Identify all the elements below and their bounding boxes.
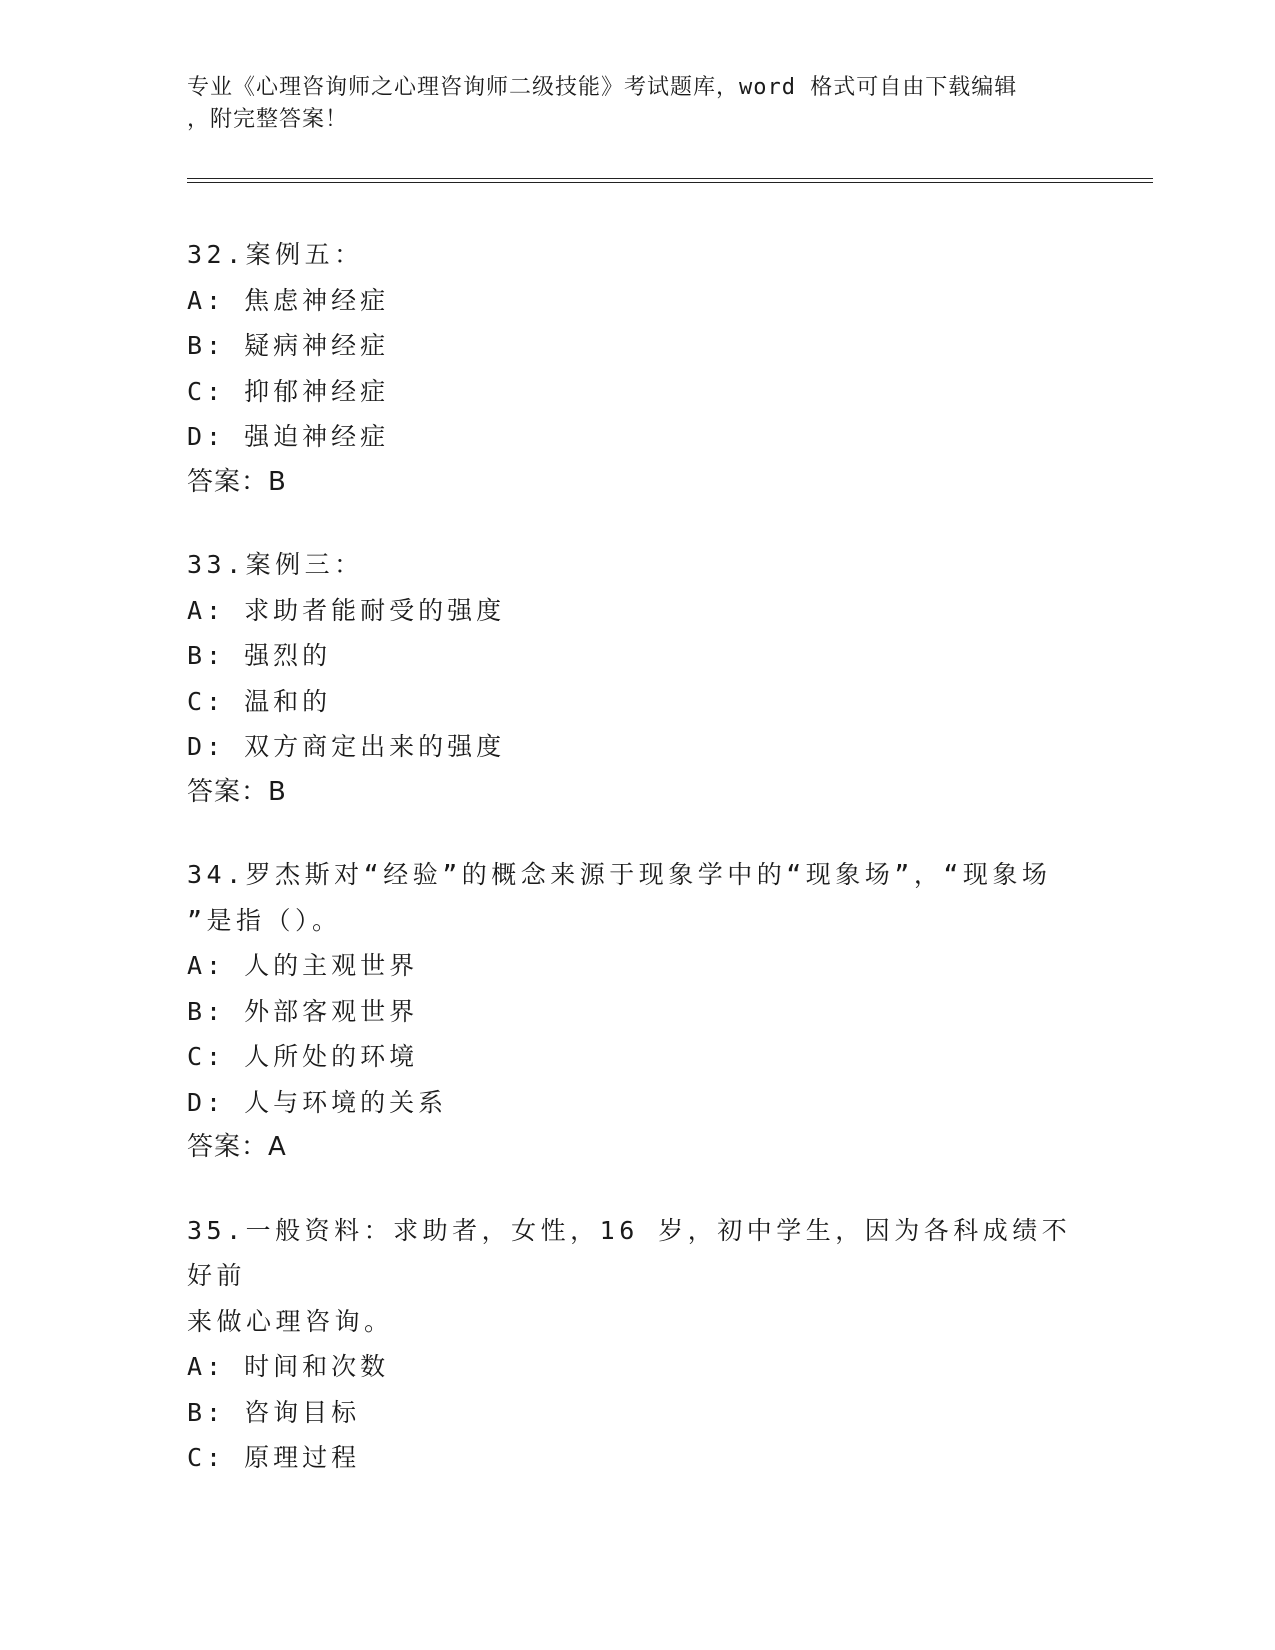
option-b: B: 咨询目标 bbox=[187, 1397, 361, 1427]
question-33 bbox=[187, 542, 1087, 815]
option-c: C: 抑郁神经症 bbox=[187, 376, 390, 406]
option-c: C: 温和的 bbox=[187, 686, 332, 716]
option-a: A: 人的主观世界 bbox=[187, 951, 419, 980]
option-c: C: 人所处的环境 bbox=[187, 1042, 419, 1071]
question-list bbox=[187, 232, 1087, 1518]
question-35 bbox=[187, 1208, 1087, 1481]
answer-line: 答案：B bbox=[187, 466, 287, 497]
question-34 bbox=[187, 852, 1087, 1171]
question-stem-line-1: 34.罗杰斯对“经验”的概念来源于现象学中的“现象场”，“现象场 bbox=[187, 860, 1052, 889]
answer-line: 答案：B bbox=[187, 776, 287, 807]
question-stem-line-2: ”是指（）。 bbox=[187, 905, 342, 935]
question-32 bbox=[187, 232, 1087, 505]
header-divider bbox=[187, 178, 1153, 183]
header-line-2: ，附完整答案！ bbox=[187, 107, 349, 132]
answer-line: 答案：A bbox=[187, 1132, 287, 1162]
question-stem: 32.案例五： bbox=[187, 240, 364, 269]
option-b: B: 强烈的 bbox=[187, 641, 332, 670]
question-stem-line-2: 来做心理咨询。 bbox=[187, 1306, 394, 1336]
question-stem: 33.案例三： bbox=[187, 550, 364, 579]
question-stem-line-1: 35.一般资料：求助者，女性，16 岁，初中学生，因为各科成绩不好前 bbox=[187, 1215, 1072, 1290]
option-d: D: 人与环境的关系 bbox=[187, 1087, 448, 1117]
document-header bbox=[187, 72, 1087, 136]
header-line-1: 专业《心理咨询师之心理咨询师二级技能》考试题库，word 格式可自由下载编辑 bbox=[187, 75, 1018, 100]
option-d: D: 双方商定出来的强度 bbox=[187, 732, 506, 761]
option-c: C: 原理过程 bbox=[187, 1443, 361, 1472]
option-a: A: 时间和次数 bbox=[187, 1352, 390, 1381]
option-d: D: 强迫神经症 bbox=[187, 422, 390, 451]
option-b: B: 疑病神经症 bbox=[187, 331, 390, 360]
option-b: B: 外部客观世界 bbox=[187, 996, 419, 1026]
option-a: A: 求助者能耐受的强度 bbox=[187, 595, 506, 625]
option-a: A: 焦虑神经症 bbox=[187, 285, 390, 315]
